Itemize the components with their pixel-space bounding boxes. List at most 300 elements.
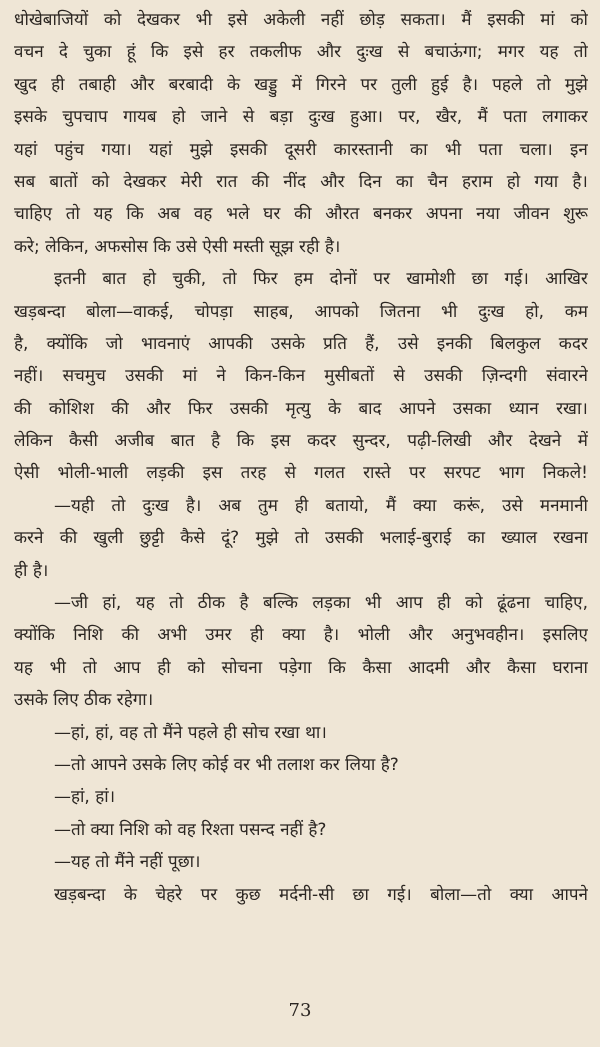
- word: को: [465, 593, 483, 614]
- word: करूं,: [453, 495, 486, 516]
- word: मुझे: [255, 528, 279, 549]
- word: है।: [323, 625, 340, 646]
- text-line: [14, 846, 588, 878]
- text-line: [14, 231, 588, 263]
- word: पर,: [398, 107, 421, 128]
- text-line: [14, 684, 588, 716]
- word: अजीब: [114, 431, 155, 452]
- word: भोली-भाली: [57, 463, 129, 484]
- word: तो: [169, 593, 184, 614]
- word: कारस्तानी: [333, 139, 393, 160]
- text-line: [14, 879, 588, 911]
- word: और: [320, 171, 345, 192]
- word: बिलकुल: [490, 333, 541, 354]
- page-number: 73: [288, 1000, 312, 1021]
- word: किन-किन: [245, 366, 306, 387]
- word: क्या: [509, 884, 534, 905]
- word: मेरी: [180, 171, 203, 192]
- word: निशि: [73, 625, 104, 646]
- word: फिर: [253, 269, 278, 290]
- word: चला।: [519, 139, 553, 160]
- word: भावनाएं: [141, 333, 191, 354]
- word: बोला—वाकई,: [86, 301, 174, 322]
- word: सब: [14, 171, 36, 192]
- word: से: [397, 42, 410, 63]
- word: गई।: [387, 884, 412, 905]
- word: के: [327, 398, 342, 419]
- word: खुद: [14, 74, 37, 95]
- word: और: [487, 431, 513, 452]
- word: कोशिश: [48, 398, 94, 419]
- word: पर: [408, 463, 426, 484]
- text-line: [14, 263, 588, 295]
- word: आपकी: [208, 333, 253, 354]
- word: पर: [373, 269, 390, 290]
- word: कि: [150, 42, 169, 63]
- word: जो: [105, 333, 123, 354]
- text-line: [14, 425, 588, 457]
- line-text: —हां, हां, वह तो मैंने पहले ही सोच रखा था।: [54, 722, 327, 743]
- word: मुझे: [189, 139, 213, 160]
- word: दिन: [358, 171, 382, 192]
- word: ध्यान: [508, 398, 539, 419]
- word: में: [291, 74, 302, 95]
- text-line: [14, 4, 588, 36]
- word: का: [410, 139, 428, 160]
- word: पता: [503, 107, 527, 128]
- word: —यही: [54, 495, 95, 516]
- word: भी: [49, 657, 66, 678]
- word: है,: [14, 333, 29, 354]
- word: कम: [564, 301, 588, 322]
- word: भोली: [357, 625, 390, 646]
- word: को: [91, 171, 110, 192]
- word: मर्दनी-सी: [279, 884, 335, 905]
- word: तो: [111, 495, 126, 516]
- word: भाग: [498, 463, 525, 484]
- word: अकेली: [263, 10, 306, 30]
- word: बाद: [358, 398, 382, 419]
- word: कि: [328, 657, 346, 678]
- word: भी: [195, 10, 212, 30]
- word: अब: [157, 204, 181, 225]
- word: हराम: [461, 171, 493, 192]
- word: दुःख: [356, 42, 383, 63]
- word: की: [111, 398, 129, 419]
- word: बल्कि: [263, 593, 298, 614]
- word: को: [187, 657, 205, 678]
- word: हुई: [431, 74, 449, 95]
- text-line: [14, 328, 588, 360]
- word: साहब,: [253, 301, 294, 322]
- line-text: —तो आपने उसके लिए कोई वर भी तलाश कर लिया है?: [54, 754, 399, 775]
- word: प्रति: [323, 333, 347, 354]
- word: हुआ।: [350, 107, 383, 128]
- word: लड़की: [146, 463, 185, 484]
- word: है: [211, 431, 221, 452]
- word: में: [577, 431, 588, 452]
- word: इसलिए: [542, 625, 588, 646]
- word: सुन्दर,: [352, 431, 391, 452]
- word: ज़िन्दगी: [481, 366, 527, 387]
- word: गया।: [101, 139, 132, 160]
- word: हूं: [126, 42, 136, 63]
- word: उमर: [205, 625, 232, 646]
- text-line: [14, 652, 588, 684]
- word: के: [227, 74, 241, 95]
- word: और: [316, 42, 342, 63]
- word: कुछ: [235, 884, 261, 905]
- word: की: [251, 171, 269, 192]
- word: की: [59, 528, 78, 549]
- word: मां: [182, 366, 198, 387]
- word: यहां: [14, 139, 38, 160]
- word: इसकी: [229, 139, 268, 160]
- word: की: [121, 625, 139, 646]
- word: छा: [471, 269, 488, 290]
- word: भलाई-बुराई: [379, 528, 452, 549]
- word: रास्ते: [363, 463, 391, 484]
- word: मुझे: [564, 74, 588, 95]
- word: जीवन: [513, 204, 550, 225]
- word: सरपट: [443, 463, 481, 484]
- word: दूं?: [221, 528, 240, 549]
- word: बातों: [49, 171, 78, 192]
- word: ने: [216, 366, 226, 387]
- word: तो: [222, 269, 237, 290]
- word: लेकिन: [14, 431, 53, 452]
- text-line: [14, 134, 588, 166]
- word: कि: [126, 204, 144, 225]
- word: इतनी: [54, 269, 86, 290]
- word: मृत्यु: [285, 398, 311, 419]
- word: गई।: [504, 269, 529, 290]
- word: खुली: [93, 528, 124, 549]
- word: मैं: [461, 10, 472, 30]
- text-line: [14, 555, 588, 587]
- word: भले: [226, 204, 250, 225]
- word: तो: [294, 528, 309, 549]
- word: रखना: [553, 528, 588, 549]
- word: मैं: [477, 107, 488, 128]
- word: और: [130, 74, 155, 95]
- word: यहां: [149, 139, 173, 160]
- text-line: [14, 393, 588, 425]
- word: को: [570, 10, 588, 30]
- word: खड़बन्दा: [14, 301, 66, 322]
- word: भी: [440, 301, 458, 322]
- page-text: [14, 4, 588, 911]
- word: सचमुच: [62, 366, 106, 387]
- word: हो,: [525, 301, 545, 322]
- word: भी: [364, 593, 382, 614]
- word: तरह: [240, 463, 267, 484]
- word: चोपड़ा: [194, 301, 233, 322]
- word: मैं: [385, 495, 397, 516]
- word: उसे: [502, 495, 523, 516]
- word: इसे: [227, 10, 248, 30]
- word: इन: [570, 139, 588, 160]
- word: और: [408, 625, 433, 646]
- word: नींद: [283, 171, 307, 192]
- word: है।: [185, 495, 202, 516]
- text-line: [14, 69, 588, 101]
- line-text: उसके लिए ठीक रहेगा।: [14, 690, 154, 711]
- word: अभी: [157, 625, 187, 646]
- word: यह: [539, 42, 559, 63]
- word: —जी: [54, 593, 89, 614]
- word: दुःख: [142, 495, 169, 516]
- word: खामोशी: [406, 269, 456, 290]
- word: पर: [360, 74, 378, 95]
- word: चैन: [427, 171, 448, 192]
- word: आप: [395, 593, 423, 614]
- word: हो: [172, 107, 186, 128]
- word: छोड़: [359, 10, 385, 30]
- word: देखने: [528, 431, 562, 452]
- word: खैर,: [435, 107, 463, 128]
- word: छा: [352, 884, 369, 905]
- word: तो: [573, 42, 588, 63]
- word: आपको: [314, 301, 359, 322]
- word: देखकर: [137, 10, 180, 30]
- word: हो: [506, 171, 521, 192]
- word: पहुंच: [54, 139, 85, 160]
- word: चुकी,: [172, 269, 207, 290]
- line-text: करे; लेकिन, अफसोस कि उसे ऐसी मस्ती सूझ रही है।: [14, 236, 341, 257]
- word: यह: [135, 593, 155, 614]
- word: कि: [236, 431, 255, 452]
- word: की: [294, 204, 312, 225]
- word: उसकी: [325, 528, 364, 549]
- word: हर: [218, 42, 235, 63]
- word: इस: [270, 431, 291, 452]
- word: गिरने: [315, 74, 347, 95]
- word: तबाही: [78, 74, 116, 95]
- word: नया: [476, 204, 500, 225]
- word: उसकी: [125, 366, 164, 387]
- word: नहीं।: [14, 366, 44, 387]
- text-line: [14, 360, 588, 392]
- word: गया: [534, 171, 559, 192]
- text-line: [14, 717, 588, 749]
- word: दुःख: [308, 107, 335, 128]
- word: फिर: [187, 398, 213, 419]
- text-line: [14, 587, 588, 619]
- word: संवारने: [546, 366, 588, 387]
- word: ही: [250, 625, 264, 646]
- word: चाहिए,: [544, 593, 588, 614]
- word: करने: [14, 528, 44, 549]
- word: जितना: [379, 301, 421, 322]
- word: मगर: [497, 42, 525, 63]
- line-text: —हां, हां।: [54, 787, 116, 808]
- word: दे: [58, 42, 68, 63]
- text-line: [14, 781, 588, 813]
- word: इसकी: [487, 10, 525, 30]
- word: और: [146, 398, 171, 419]
- word: पड़ेगा: [278, 657, 312, 678]
- word: उसे: [397, 333, 419, 354]
- word: है।: [572, 171, 588, 192]
- word: पहले: [492, 74, 523, 95]
- word: इनकी: [436, 333, 473, 354]
- word: घर: [263, 204, 281, 225]
- text-line: [14, 198, 588, 230]
- word: क्योंकि: [46, 333, 88, 354]
- word: तो: [536, 74, 551, 95]
- word: तुली: [391, 74, 417, 95]
- text-line: [14, 457, 588, 489]
- word: खड्डु: [254, 74, 278, 95]
- word: उसका: [452, 398, 492, 419]
- word: से: [284, 463, 296, 484]
- word: आदमी: [408, 657, 450, 678]
- text-line: [14, 166, 588, 198]
- word: अनुभवहीन।: [451, 625, 525, 646]
- word: चुका: [83, 42, 112, 63]
- word: और: [465, 657, 491, 678]
- word: ऐसी: [14, 463, 40, 484]
- word: का: [467, 528, 486, 549]
- word: ही: [51, 74, 65, 95]
- word: आखिर: [545, 269, 588, 290]
- word: अपना: [425, 204, 463, 225]
- word: मनमानी: [539, 495, 588, 516]
- word: आप: [113, 657, 141, 678]
- word: क्या: [413, 495, 437, 516]
- word: लगाकर: [542, 107, 588, 128]
- text-line: [14, 522, 588, 554]
- word: नहीं: [320, 10, 344, 30]
- word: के: [123, 884, 137, 905]
- word: कैसे: [180, 528, 205, 549]
- word: पढ़ी-लिखी: [407, 431, 472, 452]
- word: इस: [202, 463, 223, 484]
- word: हैं,: [365, 333, 380, 354]
- text-line: [14, 36, 588, 68]
- word: तुम: [258, 495, 278, 516]
- word: ही: [294, 495, 309, 516]
- line-text: —यह तो मैंने नहीं पूछा।: [54, 852, 201, 873]
- word: से: [393, 366, 405, 387]
- word: इसे: [183, 42, 204, 63]
- word: बनकर: [373, 204, 413, 225]
- word: तो: [65, 204, 80, 225]
- word: बचाऊंगा;: [424, 42, 483, 63]
- word: दोनों: [329, 269, 357, 290]
- text-line: [14, 619, 588, 651]
- text-line: [14, 101, 588, 133]
- word: रात: [216, 171, 238, 192]
- word: ठीक: [197, 593, 226, 614]
- word: चेहरे: [155, 884, 183, 905]
- word: ढूंढना: [497, 593, 531, 614]
- word: तकलीफ: [249, 42, 302, 63]
- word: बात: [170, 431, 195, 452]
- word: हो: [142, 269, 156, 290]
- word: कदर: [558, 333, 588, 354]
- word: घराना: [552, 657, 588, 678]
- word: ही: [437, 593, 451, 614]
- word: छुट्टी: [139, 528, 165, 549]
- word: यह: [93, 204, 113, 225]
- word: मां: [540, 10, 555, 30]
- word: उसके: [271, 333, 305, 354]
- word: यह: [14, 657, 33, 678]
- word: गायब: [123, 107, 157, 128]
- word: बोला—तो: [430, 884, 492, 905]
- word: औरत: [325, 204, 360, 225]
- word: उसकी: [229, 398, 269, 419]
- word: जाने: [200, 107, 228, 128]
- word: मुसीबतों: [324, 366, 375, 387]
- word: देखकर: [123, 171, 167, 192]
- word: बरबादी: [168, 74, 213, 95]
- word: कैसा: [362, 657, 392, 678]
- word: बात: [102, 269, 127, 290]
- word: से: [242, 107, 255, 128]
- word: पता: [478, 139, 503, 160]
- word: रखा।: [556, 398, 588, 419]
- word: आपने: [399, 398, 436, 419]
- word: अब: [218, 495, 242, 516]
- word: को: [103, 10, 122, 30]
- text-line: [14, 296, 588, 328]
- word: निकले!: [542, 463, 588, 484]
- word: ही: [157, 657, 171, 678]
- line-text: ही है।: [14, 560, 49, 581]
- word: दूसरी: [284, 139, 317, 160]
- word: कैसी: [68, 431, 98, 452]
- text-line: [14, 490, 588, 522]
- word: हां,: [102, 593, 122, 614]
- word: वह: [193, 204, 213, 225]
- text-line: [14, 814, 588, 846]
- word: हम: [293, 269, 314, 290]
- word: चाहिए: [14, 204, 53, 225]
- word: कदर: [307, 431, 337, 452]
- word: है: [239, 593, 249, 614]
- word: वचन: [14, 42, 44, 63]
- word: उसकी: [424, 366, 463, 387]
- word: बड़ा: [269, 107, 293, 128]
- word: कैसा: [506, 657, 536, 678]
- word: क्योंकि: [14, 625, 55, 646]
- word: चुपचाप: [62, 107, 108, 128]
- word: धोखेबाजियों: [14, 10, 89, 30]
- word: इसके: [14, 107, 47, 128]
- line-text: —तो क्या निशि को वह रिश्ता पसन्द नहीं है?: [54, 819, 327, 840]
- word: आपने: [551, 884, 588, 905]
- word: है।: [462, 74, 479, 95]
- word: पर: [200, 884, 218, 905]
- word: गलत: [314, 463, 345, 484]
- text-line: [14, 749, 588, 781]
- word: का: [395, 171, 414, 192]
- word: भी: [444, 139, 462, 160]
- word: खड़बन्दा: [54, 884, 106, 905]
- word: सोचना: [221, 657, 263, 678]
- word: ख्याल: [501, 528, 537, 549]
- word: दुःख: [478, 301, 505, 322]
- word: सकता।: [400, 10, 446, 30]
- word: तो: [82, 657, 97, 678]
- word: शुरू: [563, 204, 588, 225]
- word: लड़का: [312, 593, 351, 614]
- word: की: [14, 398, 32, 419]
- word: क्या: [281, 625, 306, 646]
